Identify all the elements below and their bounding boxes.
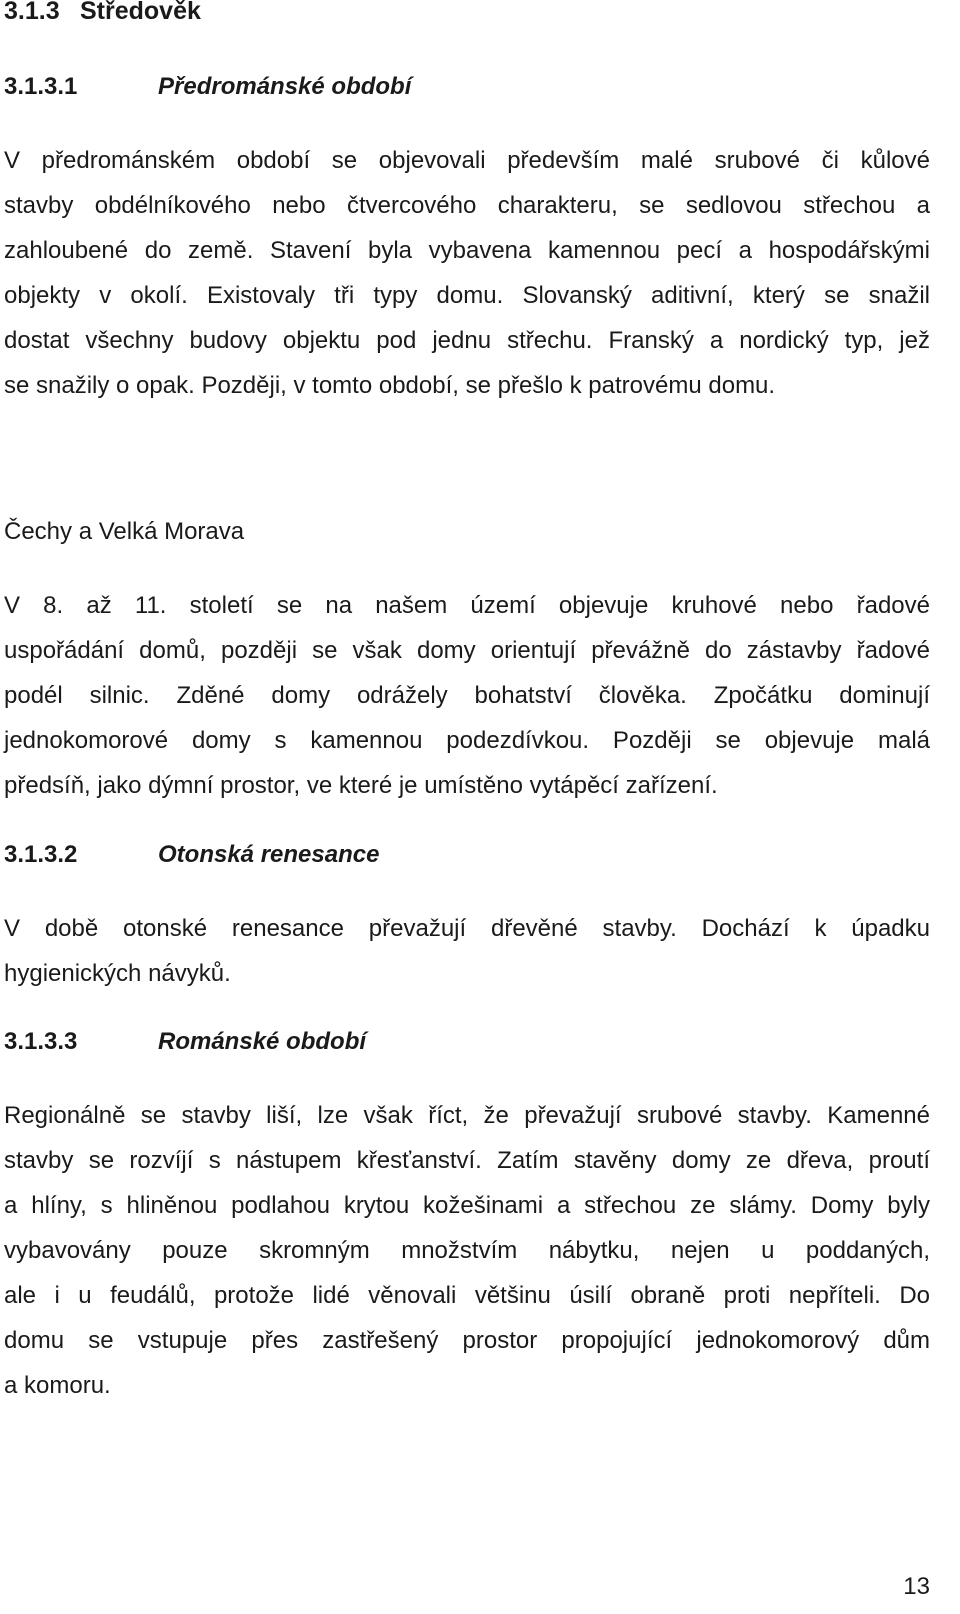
paragraph-romanske [4,1093,930,1408]
paragraph-line: a hlíny, s hliněnou podlahou krytou kožešinami a střechou ze slámy. Domy byly [4,1192,930,1219]
subsection-heading-2 [4,840,379,870]
paragraph-predromanske [4,138,930,408]
subsection-title: Románské období [158,1028,367,1055]
paragraph-line: se snažily o opak. Později, v tomto období, se přešlo k patrovému domu. [4,372,776,399]
page-number: 13 [903,1573,930,1600]
paragraph-line: jednokomorové domy s kamennou podezdívkou. Později se objevuje malá [4,727,930,754]
paragraph-line: ale i u feudálů, protože lidé věnovali většinu úsilí obraně proti nepříteli. Do [4,1282,930,1309]
paragraph-line: hygienických návyků. [4,960,231,987]
paragraph-line: a komoru. [4,1372,111,1399]
section-title: Středověk [80,0,201,25]
subsection-number: 3.1.3.1 [4,73,78,100]
paragraph-line: V 8. až 11. století se na našem území objevuje kruhové nebo řadové [4,592,930,619]
paragraph-line: předsíň, jako dýmní prostor, ve které je umístěno vytápěcí zařízení. [4,772,718,799]
paragraph-line: stavby se rozvíjí s nástupem křesťanství. Zatím stavěny domy ze dřeva, proutí [4,1147,930,1174]
subsection-title: Předrománské období [158,73,412,100]
paragraph-line: domu se vstupuje přes zastřešený prostor propojující jednokomorový dům [4,1327,930,1354]
paragraph-line: zahloubené do země. Stavení byla vybavena kamennou pecí a hospodářskými [4,237,930,264]
section-number: 3.1.3 [4,0,60,25]
paragraph-line: Regionálně se stavby liší, lze však říct, že převažují srubové stavby. Kamenné [4,1102,930,1129]
region-heading: Čechy a Velká Morava [4,518,245,545]
paragraph-line: uspořádání domů, později se však domy orientují převážně do zástavby řadové [4,637,930,664]
paragraph-otonska [4,906,930,996]
paragraph-line: stavby obdélníkového nebo čtvercového charakteru, se sedlovou střechou a [4,192,930,219]
subsection-title: Otonská renesance [158,841,380,868]
paragraph-line: podél silnic. Zděné domy odrážely bohatství člověka. Zpočátku dominují [4,682,930,709]
section-heading [4,0,201,26]
subsection-number: 3.1.3.3 [4,1028,78,1055]
paragraph-line: V době otonské renesance převažují dřevěné stavby. Dochází k úpadku [4,915,930,942]
paragraph-line: dostat všechny budovy objektu pod jednu střechu. Franský a nordický typ, jež [4,327,930,354]
paragraph-line: vybavovány pouze skromným množstvím nábytku, nejen u poddaných, [4,1237,930,1264]
subsection-heading-3 [4,1027,366,1057]
subsection-heading-1 [4,72,411,102]
subsection-number: 3.1.3.2 [4,841,78,868]
paragraph-line: objekty v okolí. Existovaly tři typy domu. Slovanský aditivní, který se snažil [4,282,930,309]
paragraph-line: V předrománském období se objevovali především malé srubové či kůlové [4,147,930,174]
paragraph-cechy-morava [4,583,930,808]
